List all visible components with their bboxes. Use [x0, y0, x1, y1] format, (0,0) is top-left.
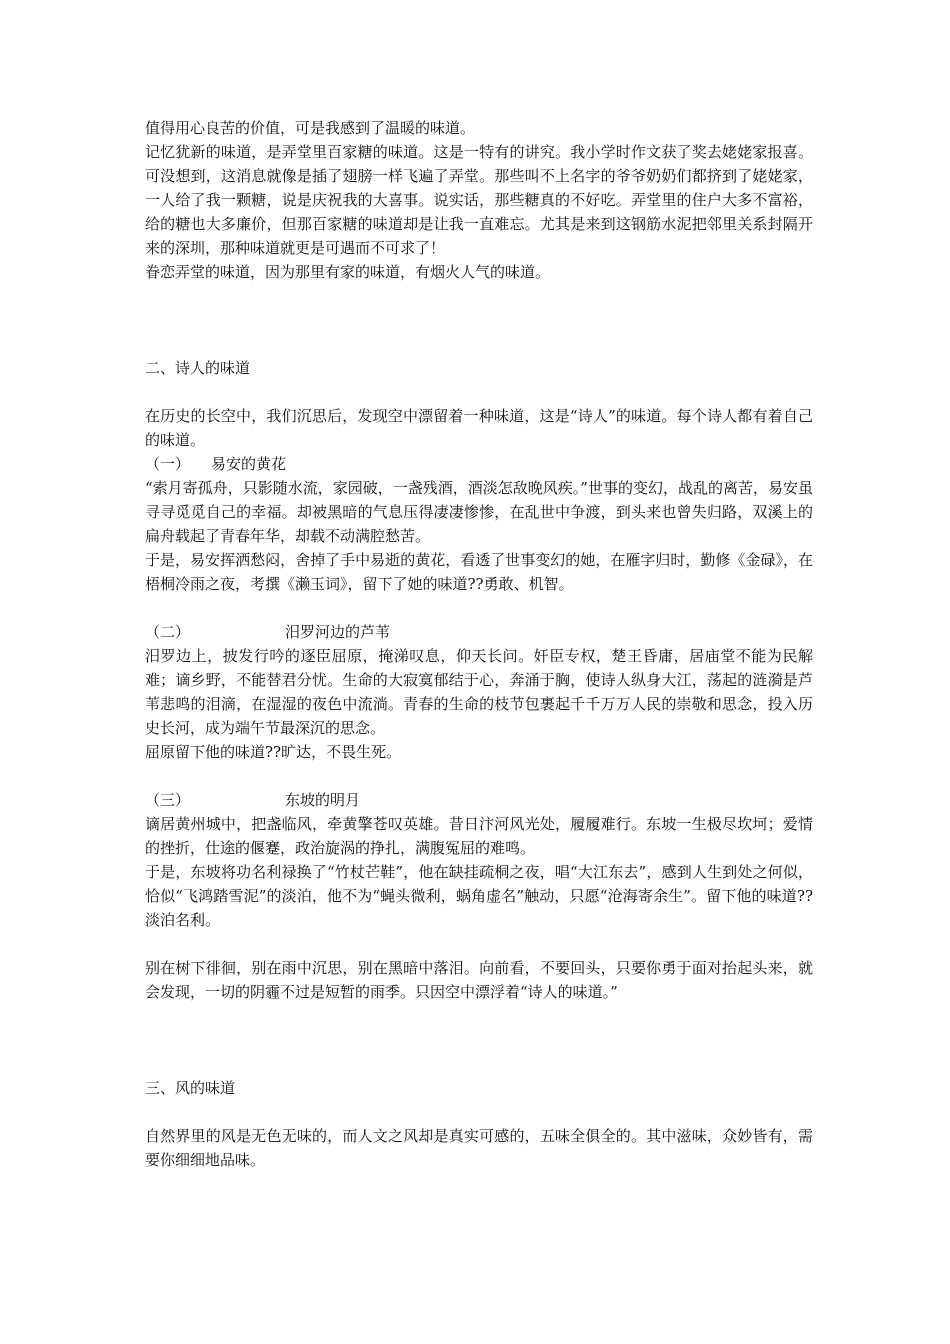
- paragraph: 于是，东坡将功名利禄换了“竹杖芒鞋”，他在缺挂疏桐之夜，唱“大江东去”，感到人生到处之何似，恰似“飞鸿踏雪泥”的淡泊，他不为“蝇头微利，蜗角虚名”触动，只愿“沧海寄余生”。留下他的味道??淡泊名利。: [145, 863, 813, 929]
- section-heading: 三、风的味道: [145, 1079, 236, 1097]
- paragraph: “索月寄孤舟，只影随水流，家园破，一盏残酒，酒淡怎敌晚风疾。”世事的变幻，战乱的离苦，易安虽寻寻觅觅自己的幸福。却被黑暗的气息压得凄凄惨惨，在乱世中争渡，到头来也曾失归路，双溪上的扁舟载起了青春年华，却载不动满腔愁苦。: [145, 479, 813, 545]
- document-body: [145, 116, 813, 1172]
- subheading-number: （三）: [145, 791, 191, 809]
- paragraph: 眷恋弄堂的味道，因为那里有家的味道，有烟火人气的味道。: [145, 263, 551, 281]
- paragraph: 自然界里的风是无色无味的，而人文之风却是真实可感的，五味全俱全的。其中滋味，众妙皆有，需要你细细地品味。: [145, 1127, 813, 1169]
- spacer: [145, 932, 813, 956]
- subheading: [145, 452, 813, 476]
- spacer: [145, 1004, 813, 1076]
- paragraph: 汨罗边上，披发行吟的逐臣屈原，掩涕叹息，仰天长问。奸臣专权，楚王昏庸，居庙堂不能为民解难；谪乡野，不能替君分忧。生命的大寂寞郁结于心，奔涌于胸，使诗人纵身大江，荡起的涟漪是芦苇悲鸣的泪滴，在湿湿的夜色中流淌。青春的生命的枝节包裹起千千万万人民的崇敬和思念，投入历史长河，成为端午节最深沉的思念。: [145, 647, 813, 737]
- subheading-title: 汨罗河边的芦苇: [285, 623, 391, 641]
- paragraph: 在历史的长空中，我们沉思后，发现空中漂留着一种味道，这是“诗人”的味道。每个诗人都有着自己的味道。: [145, 407, 813, 449]
- subheading-number: （一）: [145, 455, 191, 473]
- spacer: [145, 764, 813, 788]
- paragraph: 记忆犹新的味道，是弄堂里百家糖的味道。这是一特有的讲究。我小学时作文获了奖去姥姥家报喜。可没想到，这消息就像是插了翅膀一样飞遍了弄堂。那些叫不上名字的爷爷奶奶们都挤到了姥姥家，一人给了我一颗糖，说是庆祝我的大喜事。说实话，那些糖真的不好吃。弄堂里的住户大多不富裕，给的糖也大多廉价，但那百家糖的味道却是让我一直难忘。尤其是来到这钢筋水泥把邻里关系封隔开来的深圳，那种味道就更是可遇而不可求了！: [145, 143, 813, 257]
- spacer: [145, 380, 813, 404]
- section-heading: 二、诗人的味道: [145, 359, 251, 377]
- subheading-title: 易安的黄花: [211, 455, 287, 473]
- paragraph: 值得用心良苦的价值，可是我感到了温暖的味道。: [145, 119, 476, 137]
- spacer: [145, 596, 813, 620]
- subheading: [145, 788, 813, 812]
- paragraph: 谪居黄州城中，把盏临风，牵黄擎苍叹英雄。昔日汴河风光处，履履难行。东坡一生极尽坎坷；爱情的挫折，仕途的偃蹇，政治旋涡的挣扎，满腹冤屈的难鸣。: [145, 815, 813, 857]
- subheading-number: （二）: [145, 623, 191, 641]
- subheading: [145, 620, 813, 644]
- paragraph: 屈原留下他的味道??旷达，不畏生死。: [145, 743, 402, 761]
- spacer: [145, 1100, 813, 1124]
- paragraph: 于是，易安挥洒愁闷，舍掉了手中易逝的黄花，看透了世事变幻的她，在雁字归时，勤修《金碌》，在梧桐冷雨之夜，考撰《濑玉词》，留下了她的味道??勇敢、机智。: [145, 551, 813, 593]
- spacer: [145, 284, 813, 356]
- subheading-title: 东坡的明月: [285, 791, 361, 809]
- paragraph: 别在树下徘徊，别在雨中沉思，别在黑暗中落泪。向前看，不要回头，只要你勇于面对抬起头来，就会发现，一切的阴霾不过是短暂的雨季。只因空中漂浮着“诗人的味道。”: [145, 959, 813, 1001]
